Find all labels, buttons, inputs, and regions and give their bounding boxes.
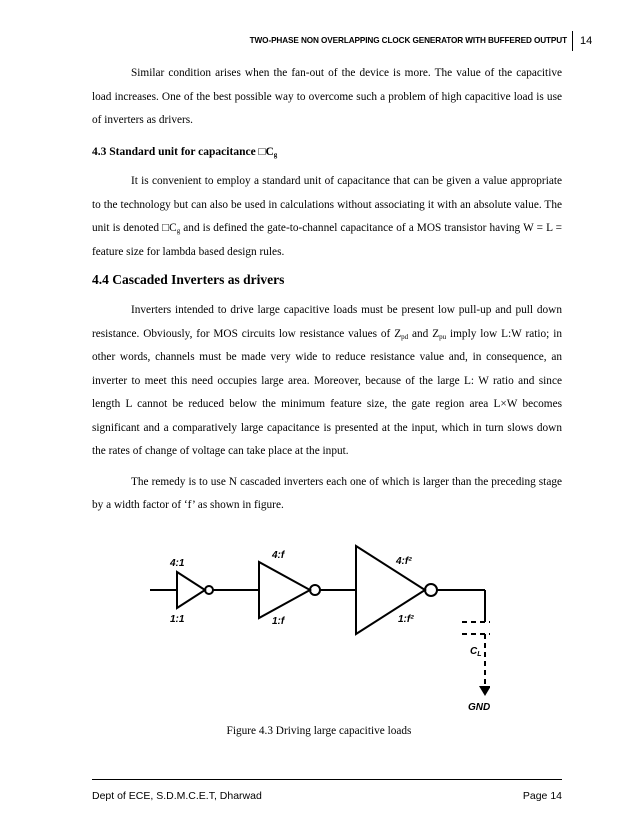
- cascaded-inverters-figure: [150, 540, 490, 715]
- inv2-top-label: 4:f: [272, 550, 285, 561]
- paragraph-standard-unit: [92, 170, 562, 264]
- footer-page-number: Page 14: [522, 790, 562, 802]
- cl-sub: L: [477, 651, 482, 658]
- footer-department: Dept of ECE, S.D.M.C.E.T, Dharwad: [92, 790, 262, 802]
- inv1-bottom-label: 1:1: [170, 614, 185, 625]
- inverter-2: [259, 562, 310, 618]
- p3-subscript-pd: pd: [401, 332, 409, 341]
- running-header: TWO-PHASE NON OVERLAPPING CLOCK GENERATOR WITH BUFFERED OUTPUT: [249, 36, 567, 45]
- header-divider: [572, 31, 573, 51]
- paragraph-cascaded-inverters: [92, 299, 562, 464]
- inv3-top-label: 4:f²: [396, 556, 412, 567]
- p2-text-a: It is convenient to employ a standard unit of capacitance that can be given a value appropriate to the technology but can also be used in calculations without associating it with an absolute value. The unit is denoted □C: [92, 175, 562, 234]
- p2-subscript: g: [176, 227, 181, 235]
- inv1-top-label: 4:1: [170, 558, 185, 569]
- inverter-3: [356, 546, 425, 634]
- page-body: [92, 62, 562, 518]
- paragraph-remedy: The remedy is to use N cascaded inverters each one of which is larger than the preceding stage by a width factor of ‘f’ as shown in figure.: [92, 475, 562, 511]
- section-4-4-heading: 4.4 Cascaded Inverters as drivers: [92, 272, 285, 287]
- inv3-bottom-label: 1:f²: [398, 614, 414, 625]
- load-capacitor-label: [470, 646, 482, 658]
- section-4-3-subscript: g: [273, 150, 278, 159]
- paragraph-fanout: Similar condition arises when the fan-out of the device is more. The value of the capacitive load increases. One of the best possible way to overcome such a problem of high capacitive load is use of inverters as drivers.: [92, 67, 562, 126]
- inverter-1: [177, 572, 205, 608]
- p3-text-c: imply low L:W ratio; in other words, channels must be made very wide to reduce resistance value and, in consequence, an inverter to meet this need occupies large area. Moreover, because of the large L: W ratio and since length L cannot be reduced below the minimum feature size, the gate region area L×W becomes significant and a comparatively large capacitance is presented at the input, which in turn slows down the rates of change of voltage can take place at the input.: [92, 327, 562, 457]
- figure-caption: Figure 4.3 Driving large capacitive loads: [226, 725, 412, 737]
- cl-main: C: [470, 646, 478, 657]
- header-page-number: 14: [580, 35, 593, 47]
- footer-divider: [92, 779, 562, 780]
- p3-subscript-pu: pu: [439, 332, 447, 341]
- section-4-3-heading: [92, 141, 562, 165]
- p3-text-a: Inverters intended to drive large capacitive loads must be present low pull-up and pull down resistance. Obviously, for MOS circuits low resistance values of Z: [92, 304, 562, 340]
- inv2-bottom-label: 1:f: [272, 616, 285, 627]
- gnd-label: GND: [468, 702, 490, 713]
- section-4-3-title: 4.3 Standard unit for capacitance □C: [92, 145, 274, 158]
- p3-text-b: and Z: [408, 327, 440, 340]
- p2-text-b: and is defined the gate-to-channel capacitance of a MOS transistor having W = L = feature size for lambda based design rules.: [92, 222, 562, 258]
- gnd-arrow: [479, 686, 490, 696]
